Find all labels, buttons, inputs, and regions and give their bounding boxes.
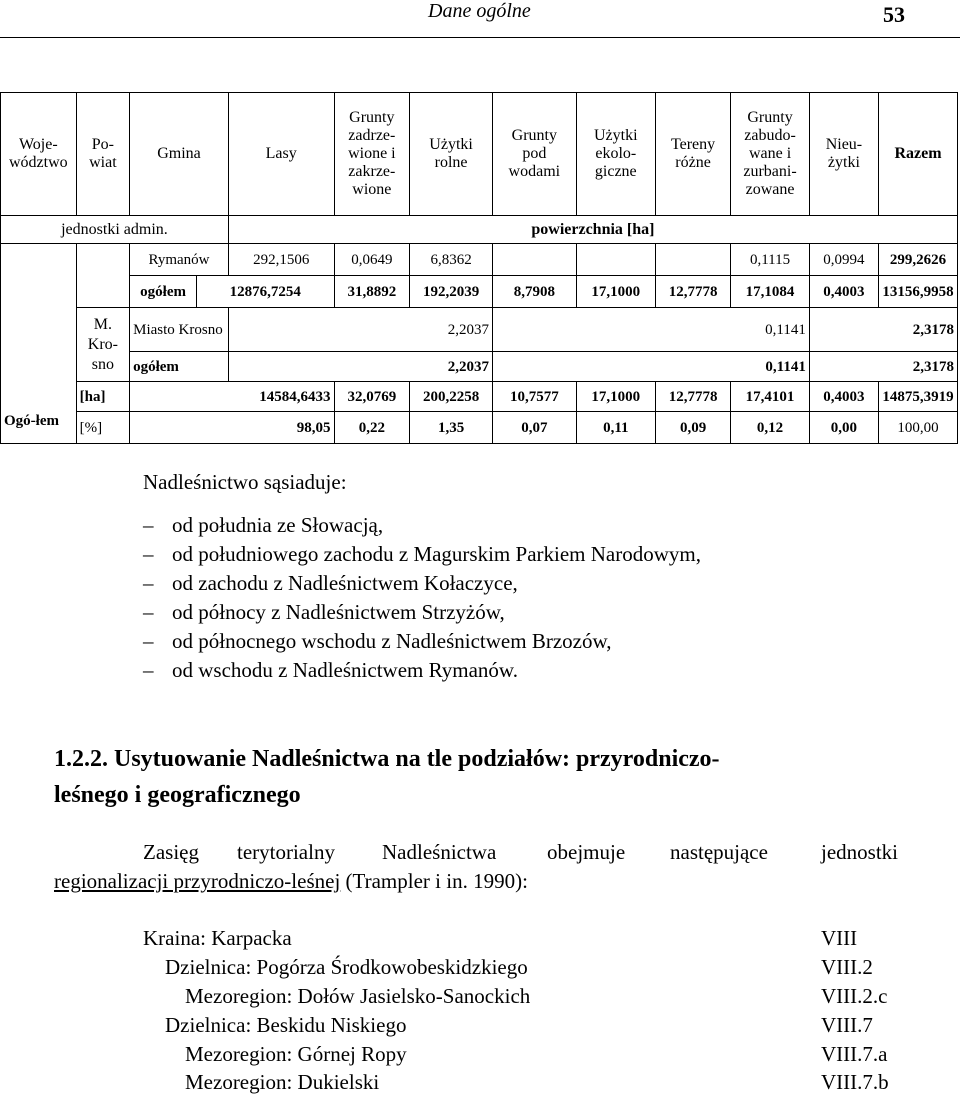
cell-value: 0,4003 — [809, 276, 878, 308]
list-dash: – — [143, 542, 154, 566]
cell-value: 8,7908 — [493, 276, 577, 308]
list-dash: – — [143, 658, 154, 682]
cell-gmina: Miasto Krosno — [130, 308, 229, 352]
region-name: Mezoregion: Górnej Ropy — [185, 1042, 407, 1066]
cell-value: 10,7577 — [493, 382, 577, 412]
cell-value: 12876,7254 — [197, 276, 334, 308]
cell-rolne: 2,2037 — [228, 352, 492, 382]
cell-rolne: 6,8362 — [410, 244, 493, 276]
cell-zadrzew: 0,0649 — [334, 244, 410, 276]
cell-zabud: 0,1141 — [493, 308, 810, 352]
list-item: od północnego wschodu z Nadleśnictwem Brzozów, — [172, 629, 612, 653]
jednostki-admin-label: jednostki admin. — [1, 216, 229, 244]
cell-gmina: Rymanów — [130, 244, 229, 276]
cell-label: [%] — [76, 412, 129, 444]
list-item: od południowego zachodu z Magurskim Parkiem Narodowym, — [172, 542, 701, 566]
cell-value: 17,1000 — [576, 382, 655, 412]
cell-value: 100,00 — [879, 412, 958, 444]
table-row — [1, 244, 958, 276]
header-powiat: Po-wiat — [76, 93, 129, 216]
cell-rolne: 2,2037 — [228, 308, 492, 352]
header-nieuzytki: Nieu-żytki — [809, 93, 878, 216]
cell-value: 0,07 — [493, 412, 577, 444]
region-name: Dzielnica: Beskidu Niskiego — [165, 1013, 407, 1037]
table-row — [1, 352, 958, 382]
header-wojewodztwo: Woje-wództwo — [1, 93, 77, 216]
cell-value: 0,00 — [809, 412, 878, 444]
cell-value: 0,11 — [576, 412, 655, 444]
region-code: VIII.2.c — [821, 984, 888, 1008]
header-pod-wodami: Grunty pod wodami — [493, 93, 577, 216]
land-use-table — [0, 92, 958, 444]
header-ekologiczne: Użytki ekolo-giczne — [576, 93, 655, 216]
table-row — [1, 308, 958, 352]
empty-cell — [1, 244, 77, 412]
list-item: od północy z Nadleśnictwem Strzyżów, — [172, 600, 505, 624]
cell-value: 98,05 — [130, 412, 334, 444]
para-citation: (Trampler i in. 1990): — [340, 869, 528, 893]
table-row — [1, 382, 958, 412]
region-name: Kraina: Karpacka — [143, 926, 292, 950]
units-row — [1, 216, 958, 244]
empty-cell — [655, 244, 730, 276]
cell-value: 200,2258 — [410, 382, 493, 412]
cell-value: 31,8892 — [334, 276, 410, 308]
cell-value: 13156,9958 — [879, 276, 958, 308]
para-word: terytorialny — [237, 840, 335, 864]
powierzchnia-label: powierzchnia [ha] — [228, 216, 957, 244]
para-word: następujące — [670, 840, 768, 864]
cell-zabud: 0,1115 — [731, 244, 810, 276]
cell-lasy: 292,1506 — [228, 244, 334, 276]
cell-razem: 299,2626 — [879, 244, 958, 276]
header-zadrzewione: Grunty zadrze-wione i zakrze-wione — [334, 93, 410, 216]
cell-value: 1,35 — [410, 412, 493, 444]
header-zabudowane: Grunty zabudo-wane i zurbani-zowane — [731, 93, 810, 216]
cell-value: 0,09 — [655, 412, 730, 444]
cell-label: ogółem — [130, 276, 197, 308]
empty-cell — [493, 244, 577, 276]
region-code: VIII.7 — [821, 1013, 873, 1037]
list-dash: – — [143, 513, 154, 537]
cell-value: 0,12 — [731, 412, 810, 444]
section-heading-line1: 1.2.2. Usytuowanie Nadleśnictwa na tle podziałów: przyrodniczo- — [54, 746, 720, 772]
table-row — [1, 412, 958, 444]
ogolem-label: Ogó-łem — [1, 412, 77, 444]
page-number: 53 — [883, 2, 905, 27]
para-underlined-term: regionalizacji przyrodniczo-leśnej — [54, 869, 341, 893]
list-dash: – — [143, 571, 154, 595]
cell-value: 0,4003 — [809, 382, 878, 412]
cell-value: 192,2039 — [410, 276, 493, 308]
region-code: VIII.7.b — [821, 1070, 889, 1094]
region-name: Dzielnica: Pogórza Środkowobeskidzkiego — [165, 955, 528, 979]
header-razem: Razem — [879, 93, 958, 216]
para-line2 — [54, 869, 528, 894]
powiat-krosno-label: M. Kro-sno — [76, 308, 129, 382]
list-item: od wschodu z Nadleśnictwem Rymanów. — [172, 658, 518, 682]
cell-label: [ha] — [76, 382, 129, 412]
list-dash: – — [143, 600, 154, 624]
cell-value: 17,1000 — [576, 276, 655, 308]
section-heading-line2: leśnego i geograficznego — [54, 782, 301, 808]
header-rule — [0, 37, 960, 38]
cell-zabud: 0,1141 — [493, 352, 810, 382]
region-name: Mezoregion: Dukielski — [185, 1070, 380, 1094]
list-dash: – — [143, 629, 154, 653]
para-word: jednostki — [821, 840, 898, 864]
table-header-row — [1, 93, 958, 216]
list-item: od południa ze Słowacją, — [172, 513, 384, 537]
cell-label: ogółem — [130, 352, 229, 382]
table-row — [1, 276, 958, 308]
para-word: obejmuje — [547, 840, 626, 864]
cell-value: 32,0769 — [334, 382, 410, 412]
region-code: VIII.7.a — [821, 1042, 888, 1066]
region-code: VIII — [821, 926, 858, 950]
header-tereny-rozne: Tereny różne — [655, 93, 730, 216]
cell-value: 14584,6433 — [130, 382, 334, 412]
cell-value: 12,7778 — [655, 276, 730, 308]
cell-razem: 2,3178 — [809, 352, 957, 382]
para-word: Zasięg — [143, 840, 199, 864]
para-word: Nadleśnictwa — [382, 840, 497, 864]
neighbors-intro: Nadleśnictwo sąsiaduje: — [143, 470, 347, 494]
cell-nieuzytki: 0,0994 — [809, 244, 878, 276]
cell-razem: 2,3178 — [809, 308, 957, 352]
empty-cell — [576, 244, 655, 276]
region-code: VIII.2 — [821, 955, 873, 979]
list-item: od zachodu z Nadleśnictwem Kołaczyce, — [172, 571, 518, 595]
region-name: Mezoregion: Dołów Jasielsko-Sanockich — [185, 984, 531, 1008]
running-header-title: Dane ogólne — [428, 0, 531, 22]
cell-value: 17,4101 — [731, 382, 810, 412]
empty-cell — [76, 244, 129, 308]
cell-value: 14875,3919 — [879, 382, 958, 412]
cell-value: 0,22 — [334, 412, 410, 444]
header-uzytki-rolne: Użytki rolne — [410, 93, 493, 216]
header-gmina: Gmina — [130, 93, 229, 216]
cell-value: 17,1084 — [731, 276, 810, 308]
header-lasy: Lasy — [228, 93, 334, 216]
cell-value: 12,7778 — [655, 382, 730, 412]
